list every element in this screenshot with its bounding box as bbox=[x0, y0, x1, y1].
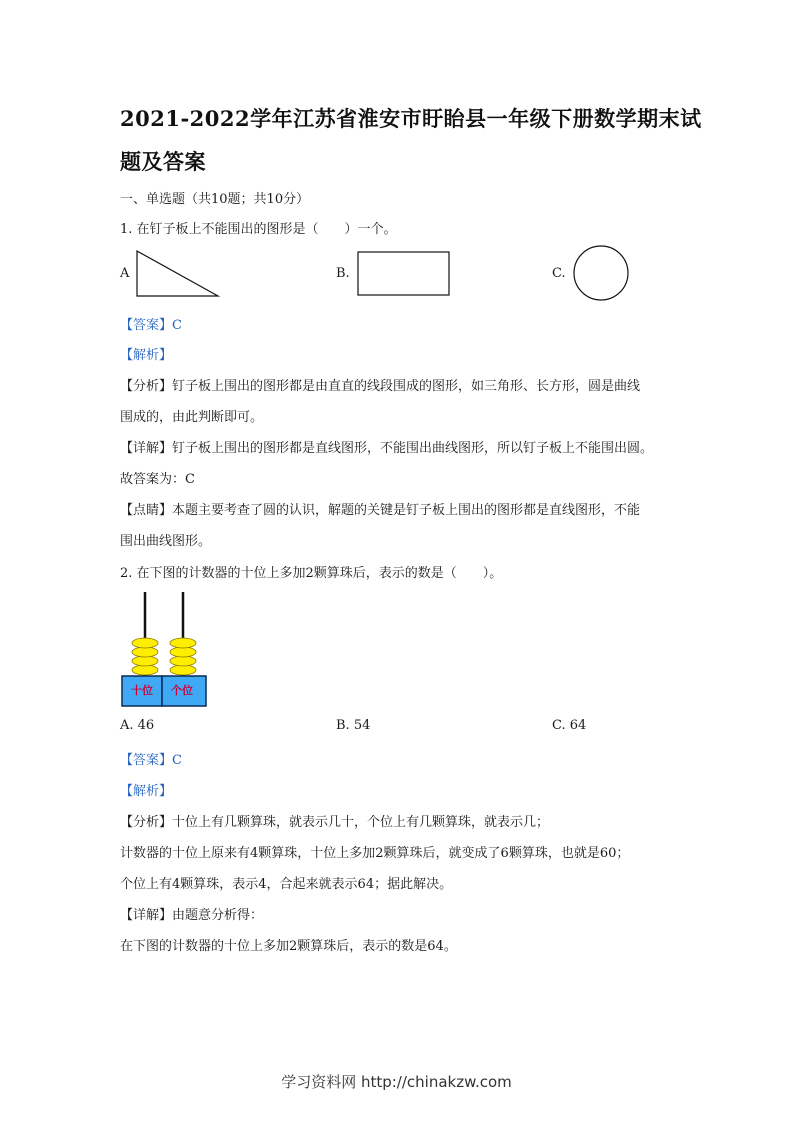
q1-detail: 【详解】钉子板上围出的图形都是直线图形，不能围出曲线图形，所以钉子板上不能围出圆。 bbox=[120, 441, 654, 456]
q1-detail-cont: 故答案为：C bbox=[120, 472, 195, 487]
q2-analysis: 【分析】十位上有几颗算珠，就表示几十，个位上有几颗算珠，就表示几； bbox=[120, 815, 550, 830]
q1-answer: 【答案】C bbox=[120, 318, 182, 333]
ones-bead bbox=[170, 638, 196, 648]
q1-stem: 1. 在钉子板上不能围出的图形是（ ）一个。 bbox=[120, 222, 397, 237]
ones-bead bbox=[170, 665, 196, 675]
tens-bead bbox=[132, 638, 158, 648]
q2-option-a: A. 46 bbox=[120, 718, 155, 733]
q1-option-b-label: B. bbox=[336, 266, 350, 281]
q2-analysis-heading: 【解析】 bbox=[120, 784, 173, 799]
q1-comment-cont: 围出曲线图形。 bbox=[120, 534, 212, 549]
q1-analysis: 【分析】钉子板上围出的图形都是由直直的线段围成的图形，如三角形、长方形，圆是曲线 bbox=[120, 379, 641, 394]
q2-detail: 【详解】由题意分析得： bbox=[120, 908, 264, 923]
q1-comment: 【点睛】本题主要考查了圆的认识，解题的关键是钉子板上围出的图形都是直线图形，不能 bbox=[120, 503, 641, 518]
abacus-figure bbox=[120, 590, 210, 708]
q1-option-c-label: C. bbox=[552, 266, 566, 281]
page-footer: 学习资料网 http://chinakzw.com bbox=[281, 1073, 512, 1091]
ones-place-label: 个位 bbox=[171, 684, 193, 697]
q2-stem: 2. 在下图的计数器的十位上多加2颗算珠后，表示的数是（ ）。 bbox=[120, 566, 503, 581]
ones-bead bbox=[170, 656, 196, 666]
doc-title-line1: 2021-2022学年江苏省淮安市盱眙县一年级下册数学期末试 bbox=[120, 106, 702, 131]
q2-analysis-cont1: 计数器的十位上原来有4颗算珠，十位上多加2颗算珠后，就变成了6颗算珠，也就是60； bbox=[120, 846, 630, 861]
section-heading: 一、单选题（共10题；共10分） bbox=[120, 192, 310, 207]
ones-beads bbox=[170, 638, 196, 675]
tens-place-label: 十位 bbox=[131, 684, 153, 697]
q1-analysis-heading: 【解析】 bbox=[120, 348, 173, 363]
q2-analysis-cont2: 个位上有4颗算珠，表示4，合起来就表示64；据此解决。 bbox=[120, 877, 453, 892]
tens-bead bbox=[132, 647, 158, 657]
q1-option-c-circle bbox=[573, 245, 629, 301]
ones-bead bbox=[170, 647, 196, 657]
q1-option-a-label: A bbox=[120, 266, 130, 281]
q2-answer: 【答案】C bbox=[120, 753, 182, 768]
tens-bead bbox=[132, 665, 158, 675]
q1-option-a-triangle bbox=[136, 250, 220, 298]
q2-option-c: C. 64 bbox=[552, 718, 587, 733]
q2-detail-cont: 在下图的计数器的十位上多加2颗算珠后，表示的数是64。 bbox=[120, 939, 457, 954]
q2-option-b: B. 54 bbox=[336, 718, 371, 733]
q1-option-b-rectangle bbox=[357, 251, 451, 297]
q1-analysis-cont: 围成的，由此判断即可。 bbox=[120, 410, 264, 425]
tens-beads bbox=[132, 638, 158, 675]
tens-bead bbox=[132, 656, 158, 666]
doc-title-line2: 题及答案 bbox=[120, 149, 206, 174]
